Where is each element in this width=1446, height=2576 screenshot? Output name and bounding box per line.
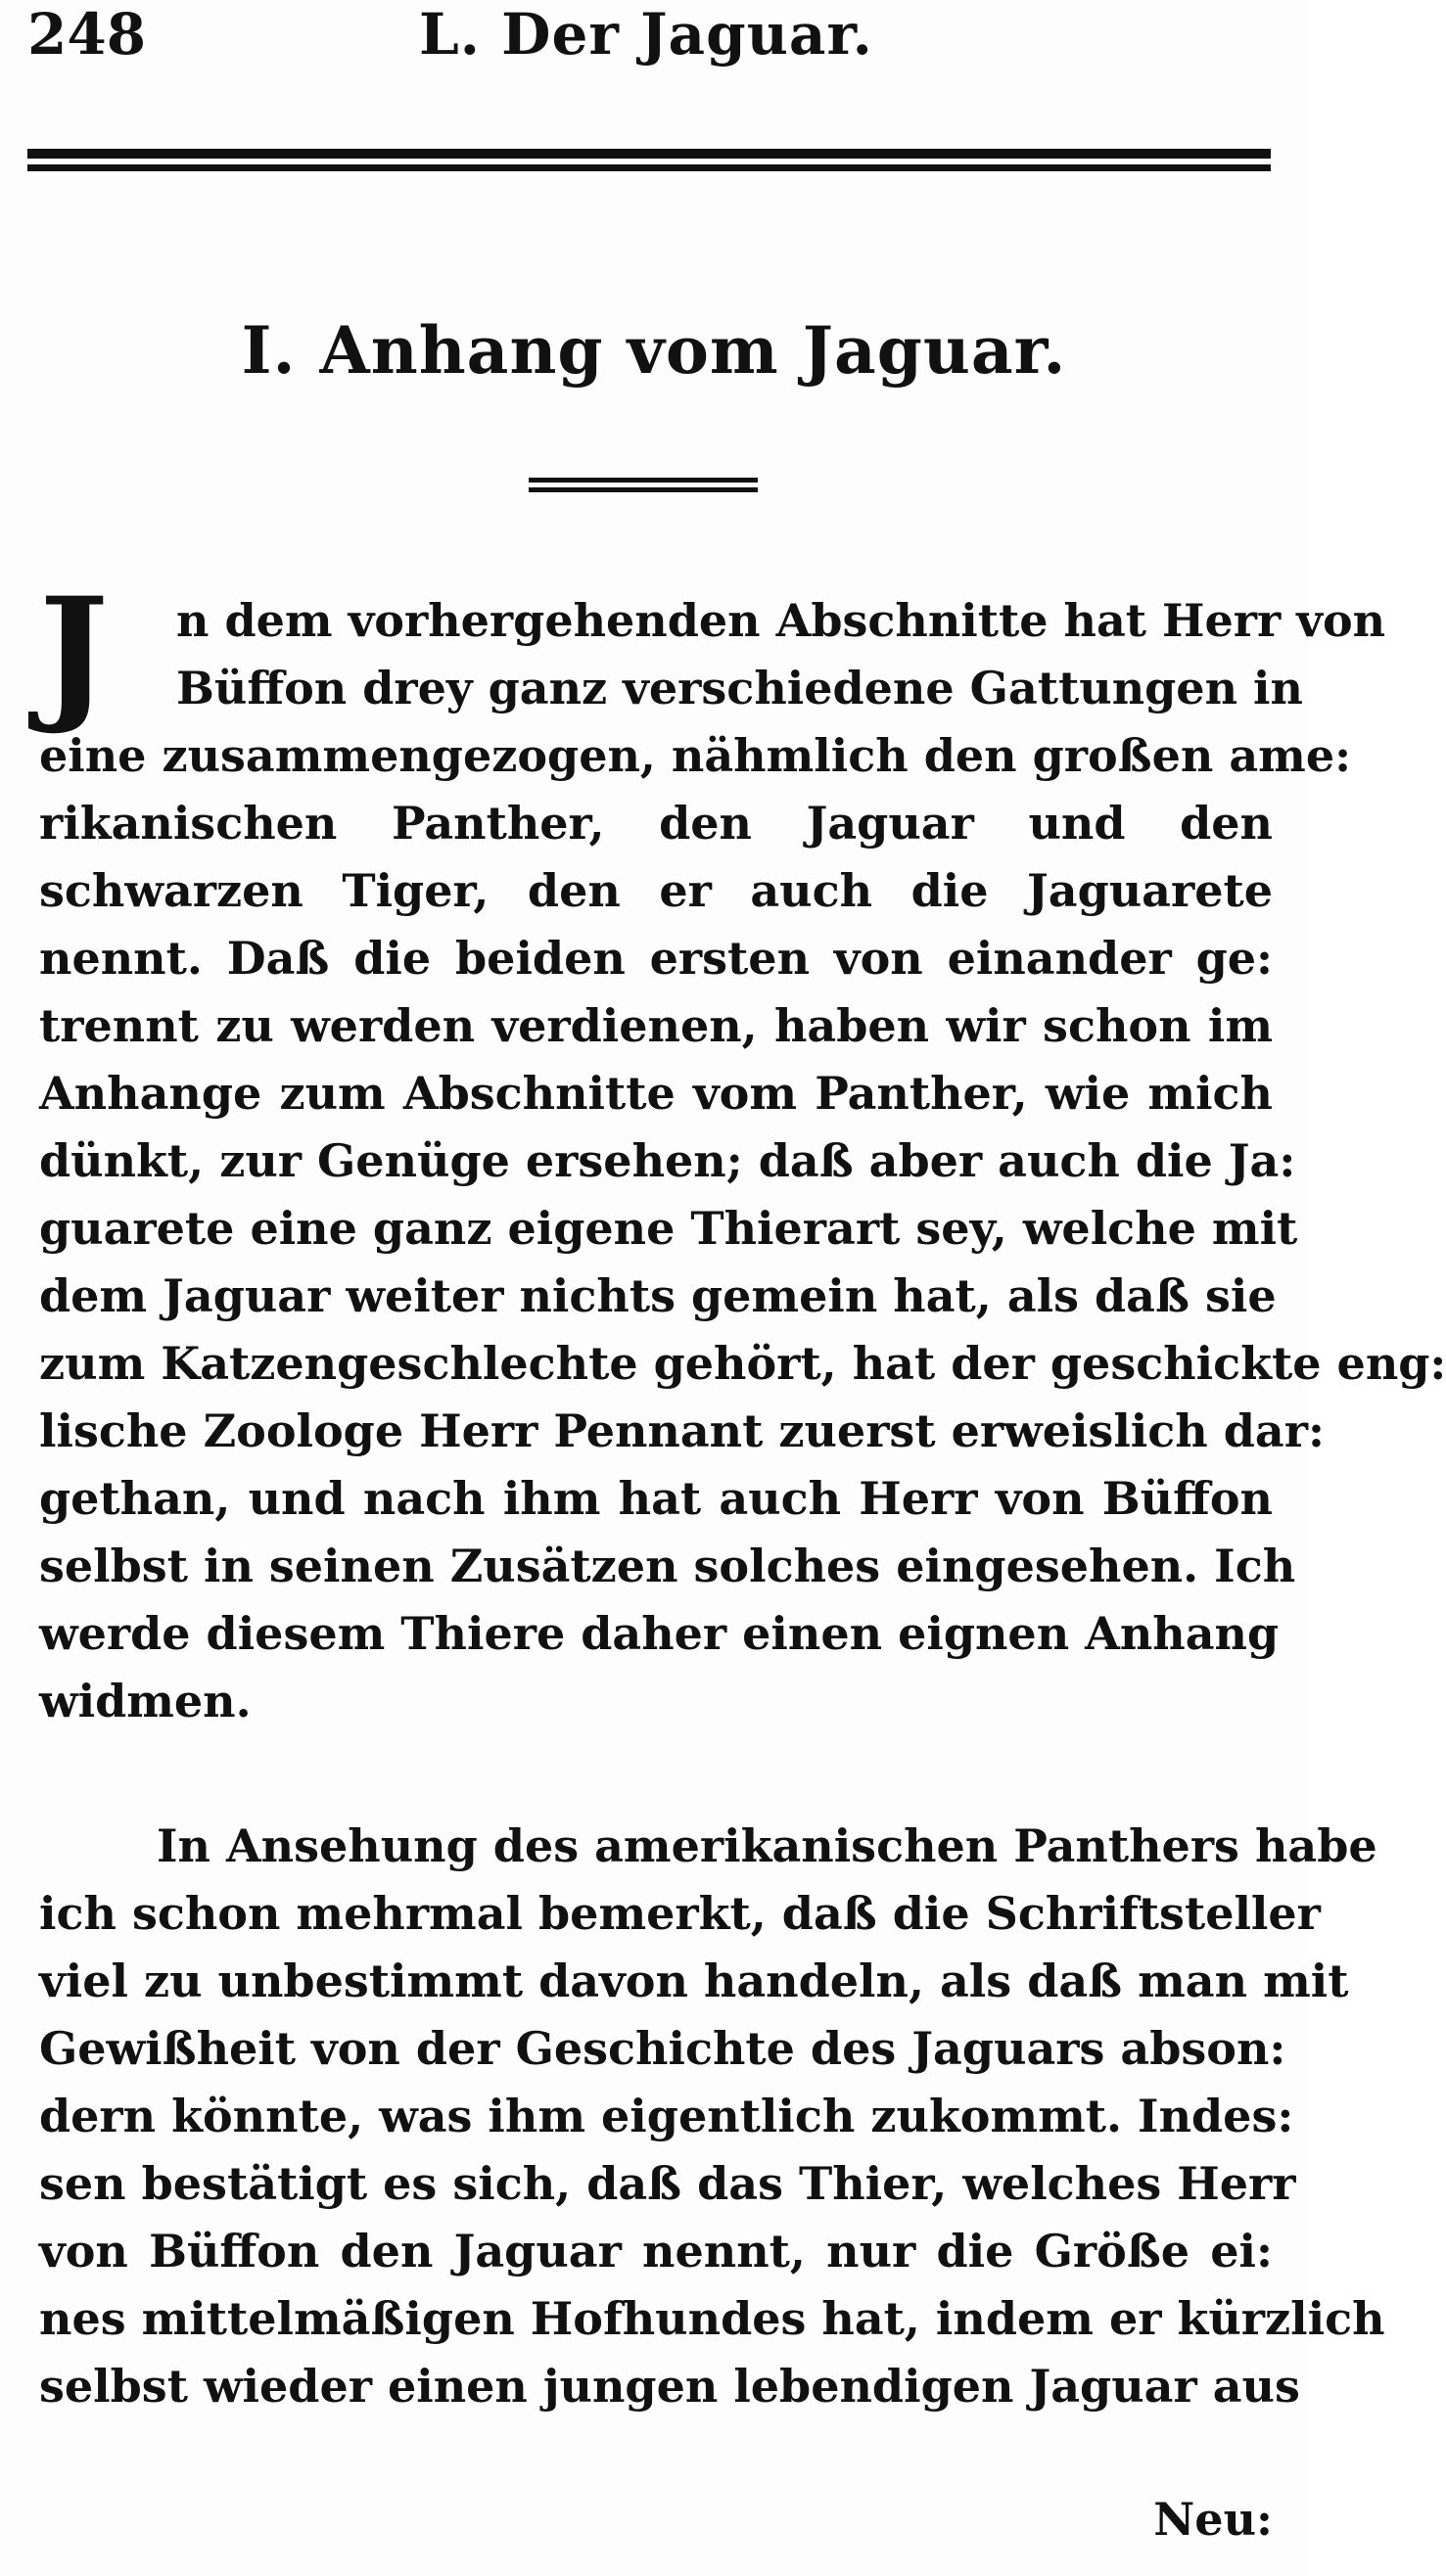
running-header [27, 0, 1269, 78]
text-line: werde diesem Thiere daher einen eignen Anhang [39, 1607, 1280, 1660]
text-line: eine zusammengezogen, nähmlich den großen ame: [39, 729, 1352, 782]
text-line: selbst in seinen Zusätzen solches eingesehen. Ich [39, 1540, 1296, 1592]
paragraph-1 [39, 587, 1446, 1735]
catchword: Neu: [1153, 2493, 1273, 2546]
rule-thin [27, 164, 1271, 171]
section-heading: I. Anhang vom Jaguar. [241, 312, 1067, 389]
text-line: Büffon drey ganz verschiedene Gattungen in [176, 662, 1303, 714]
text-line: gethan, und nach ihm hat auch Herr von Büffon [39, 1472, 1273, 1525]
text-line: trennt zu werden verdienen, haben wir schon im [39, 999, 1273, 1052]
text-line: sen bestätigt es sich, daß das Thier, welches Herr [39, 2157, 1296, 2210]
text-line: guarete eine ganz eigene Thierart sey, welche mit [39, 1202, 1298, 1255]
text-line: nes mittelmäßigen Hofhundes hat, indem er kürzlich [39, 2292, 1385, 2345]
page-number: 248 [27, 1, 147, 68]
text-line: schwarzen Tiger, den er auch die Jaguarete [39, 864, 1273, 917]
text-line: nennt. Daß die beiden ersten von einander ge: [39, 932, 1273, 985]
header-double-rule [27, 149, 1271, 174]
text-line: widmen. [39, 1675, 252, 1727]
text-line: n dem vorhergehenden Abschnitte hat Herr von [176, 594, 1386, 647]
text-line: lische Zoologe Herr Pennant zuerst erweislich dar: [39, 1404, 1325, 1457]
heading-divider [529, 478, 758, 493]
text-line: dünkt, zur Genüge ersehen; daß aber auch die Ja: [39, 1134, 1296, 1187]
text-line: Anhange zum Abschnitte vom Panther, wie mich [39, 1067, 1273, 1120]
text-line: dern könnte, was ihm eigentlich zukommt. Indes: [39, 2090, 1294, 2142]
text-line: rikanischen Panther, den Jaguar und den [39, 797, 1273, 850]
paragraph-2 [39, 1813, 1385, 2420]
rule-thick [27, 149, 1271, 159]
text-line: Gewißheit von der Geschichte des Jaguars abson: [39, 2022, 1286, 2075]
text-line: von Büffon den Jaguar nennt, nur die Größe ei: [39, 2225, 1273, 2277]
text-line: viel zu unbestimmt davon handeln, als daß man mit [39, 1955, 1349, 2007]
text-line: zum Katzengeschlechte gehört, hat der geschickte eng: [39, 1337, 1446, 1390]
running-title: L. Der Jaguar. [419, 1, 873, 68]
text-line: ich schon mehrmal bemerkt, daß die Schriftsteller [39, 1887, 1321, 1940]
text-line: In Ansehung des amerikanischen Panthers habe [157, 1819, 1377, 1872]
text-line: selbst wieder einen jungen lebendigen Jaguar aus [39, 2360, 1300, 2413]
text-line: dem Jaguar weiter nichts gemein hat, als daß sie [39, 1269, 1277, 1322]
drop-cap: J [39, 566, 109, 738]
